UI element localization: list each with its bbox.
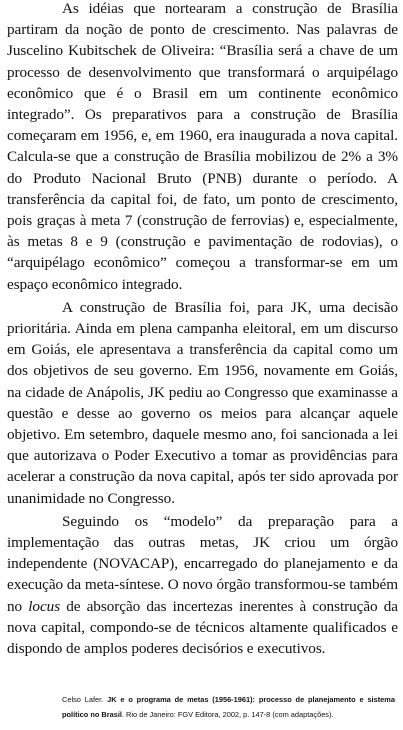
paragraph-3 [7,511,398,659]
paragraph-3-italic-term: locus [28,597,61,615]
citation-title: JK e o programa de metas (1956-1961): processo de planejamento e sistema político no Brasil [62,695,395,719]
paragraph-2: A construção de Brasília foi, para JK, uma decisão prioritária. Ainda em plena campanha eleitoral, em um discurso em Goiás, ele apresentava a transferência da capital como um dos objetivos de seu governo. Em 1956, novamente em Goiás, na cidade de Anápolis, JK pediu ao Congresso que examinasse a questão e desse ao governo os meios para alcançar aquele objetivo. Em setembro, daquele mesmo ano, foi sancionada a lei que autorizava o Poder Executivo a tomar as providências para acelerar a construção da nova capital, após ter sido aprovada por unanimidade no Congresso. [7,298,398,507]
article-body [7,0,398,659]
source-citation [62,693,395,722]
paragraph-3-text-start: Seguindo os “modelo” da preparação para a implementação das outras metas, JK criou um órgão independente (NOVACAP), encarregado do planejamento e da execução da meta-síntese. O novo órgão transformou-se também no [7,512,398,615]
paragraph-3-text-end: de absorção das incertezas inerentes à construção da nova capital, compondo-se de técnicos altamente qualificados e dispondo de amplos poderes decisórios e executivos. [7,597,398,658]
paragraph-1: As idéias que nortearam a construção de Brasília partiram da noção de ponto de crescimento. Nas palavras de Juscelino Kubitschek de Oliveira: “Brasília será a chave de um processo de desenvolvimento que transformará o arquipélago econômico que é o Brasil em um continente econômico integrado”. Os preparativos para a construção de Brasília começaram em 1956, e, em 1960, era inaugurada a nova capital. Calcula-se que a construção de Brasília mobilizou de 2% a 3% do Produto Nacional Bruto (PNB) durante o período. A transferência da capital foi, de fato, um ponto de crescimento, pois graças à meta 7 (construção de ferrovias) e, especialmente, às metas 8 e 9 (construção e pavimentação de rodovias), o “arquipélago econômico” começou a transformar-se em um espaço econômico integrado. [7,0,398,293]
citation-details: . Rio de Janeiro: FGV Editora, 2002, p. 147-8 (com adaptações). [121,709,334,719]
citation-author: Celso Lafer. [62,695,104,704]
